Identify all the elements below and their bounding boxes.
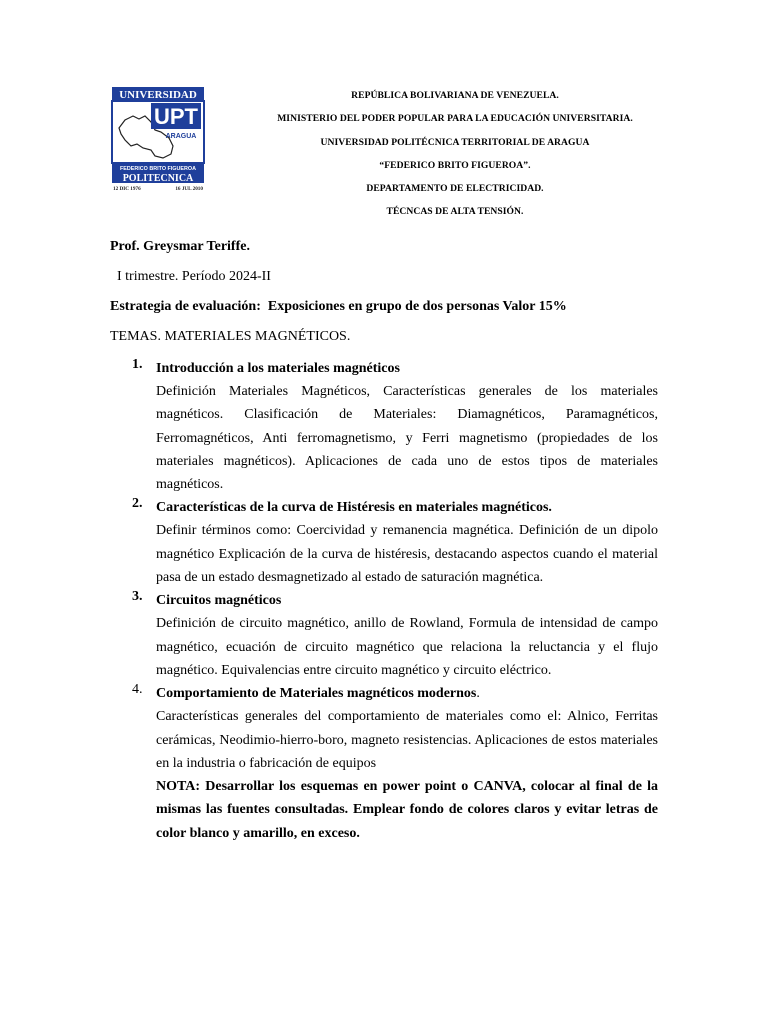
topics-list	[110, 357, 658, 845]
logo-date-right: 16 JUL 2010	[175, 186, 203, 192]
logo-bottom-text: POLITECNICA	[122, 173, 194, 184]
topic-item	[110, 589, 658, 682]
topic-item	[110, 357, 658, 496]
topic-description: Definición Materiales Magnéticos, Características generales de los materiales magnéticos. Clasificación de Materiales: Diamagnéticos, Paramagnéticos, Ferromagnéticos, Anti ferromagnetismo, y Ferri magnetismo (propiedades de los materiales magnéticos). Aplicaciones de cada uno de estos tipos de materiales magnéticos.	[156, 384, 658, 493]
assignment-note: NOTA: Desarrollar los esquemas en power point o CANVA, colocar al final de la mismas las fuentes consultadas. Emplear fondo de colores claros y evitar letras de color blanco y amarillo, en exceso.	[156, 779, 658, 841]
logo-acronym: UPT	[154, 104, 198, 129]
topic-title	[156, 357, 658, 380]
topic-title-suffix: .	[476, 686, 480, 702]
institution-header	[230, 89, 680, 229]
university-logo	[111, 86, 205, 192]
topics-heading: TEMAS. MATERIALES MAGNÉTICOS.	[110, 329, 351, 344]
header-line-namesake: “FEDERICO BRITO FIGUEROA”.	[379, 159, 531, 171]
topic-number: 2.	[132, 496, 143, 512]
strategy-label: Estrategia de evaluación:	[110, 299, 261, 314]
upt-logo-emblem	[111, 86, 205, 192]
topic-item	[110, 682, 658, 845]
header-line-university: UNIVERSIDAD POLITÉCNICA TERRITORIAL DE ARAGUA	[320, 136, 590, 148]
topic-number: 1.	[132, 357, 143, 372]
topic-title	[156, 589, 658, 612]
topic-title-text: Comportamiento de Materiales magnéticos modernos	[156, 686, 477, 702]
evaluation-strategy	[110, 299, 567, 315]
logo-top-text: UNIVERSIDAD	[119, 89, 197, 101]
header-line-department: DEPARTAMENTO DE ELECTRICIDAD.	[366, 183, 544, 195]
topic-description: Características generales del comportamiento de materiales como el: Alnico, Ferritas cerámicas, Neodimio-hierro-boro, magneto resistencias. Aplicaciones de estos materiales en la industria o fabricación de equipos	[156, 709, 658, 771]
trimester-period: I trimestre. Período 2024-II	[117, 269, 271, 284]
logo-band-text: FEDERICO BRITO FIGUEROA	[120, 166, 196, 172]
header-line-ministry: MINISTERIO DEL PODER POPULAR PARA LA EDUCACIÓN UNIVERSITARIA.	[277, 113, 633, 125]
logo-date-left: 12 DIC 1976	[113, 186, 141, 192]
topic-item	[110, 496, 658, 589]
topic-number: 3.	[132, 589, 143, 605]
topic-title-text: Características de la curva de Histéresis en materiales magnéticos.	[156, 500, 552, 516]
logo-subtitle: ARAGUA	[165, 133, 197, 140]
topic-number: 4.	[132, 682, 143, 698]
topic-title-text: Introducción a los materiales magnéticos	[156, 361, 400, 376]
header-line-country: REPÚBLICA BOLIVARIANA DE VENEZUELA.	[351, 90, 559, 101]
topic-title-text: Circuitos magnéticos	[156, 593, 282, 609]
topic-description: Definición de circuito magnético, anillo de Rowland, Formula de intensidad de campo magnético, ecuación de circuito magnético que relaciona la reluctancia y el flujo magnético. Equivalencias entre circuito magnético y circuito eléctrico.	[156, 616, 658, 678]
topic-title	[156, 496, 658, 519]
topic-title	[156, 682, 658, 705]
strategy-text: Exposiciones en grupo de dos personas Valor 15%	[267, 299, 567, 314]
topic-description: Definir términos como: Coercividad y remanencia magnética. Definición de un dipolo magnético Explicación de la curva de histéresis, destacando aspectos cuando el material pasa de un estado desmagnetizado al estado de saturación magnética.	[156, 523, 658, 586]
professor-name: Prof. Greysmar Teriffe.	[110, 239, 250, 254]
header-line-course: TÉCNCAS DE ALTA TENSIÓN.	[386, 206, 524, 218]
